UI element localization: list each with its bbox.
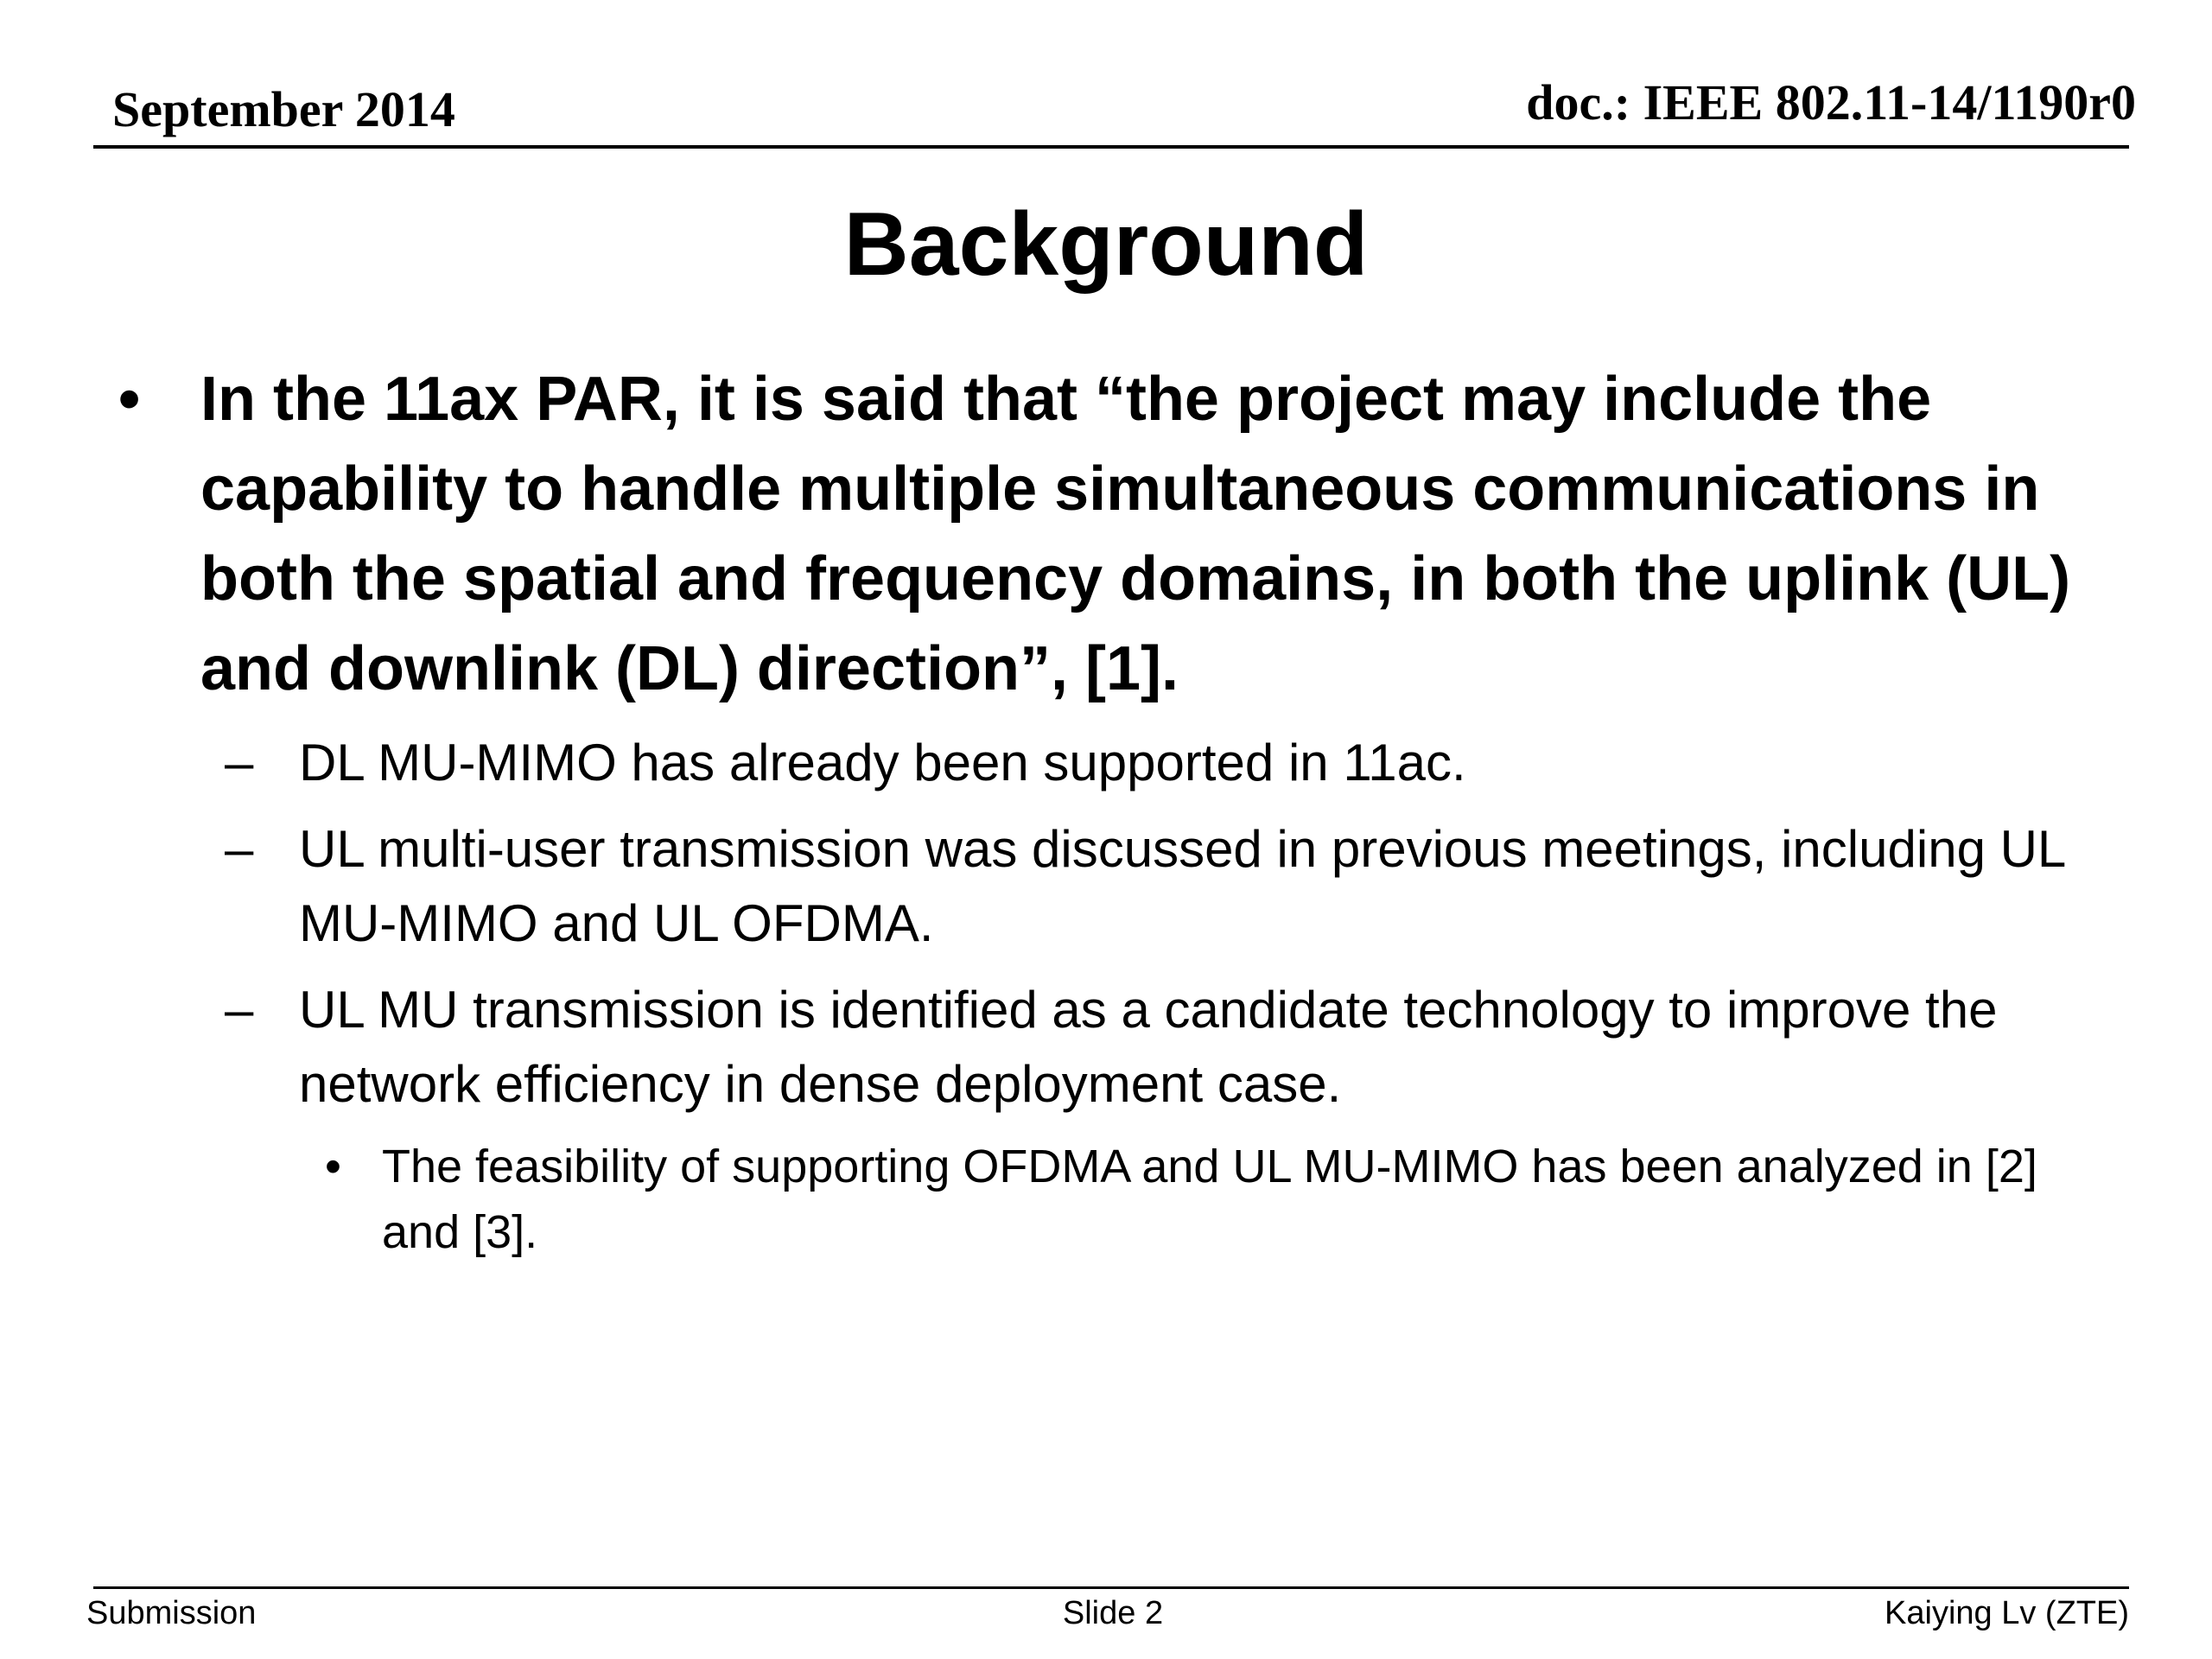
footer-rule — [93, 1586, 2129, 1589]
dash-marker: – — [225, 981, 254, 1039]
sub-bullet-text: UL multi-user transmission was discussed in previous meetings, including UL MU-MIMO and UL OFDMA. — [299, 820, 2065, 952]
bullet-main — [118, 354, 2162, 714]
bullet-marker: • — [325, 1141, 341, 1192]
sub-sub-bullet-text: The feasibility of supporting OFDMA and UL MU-MIMO has been analyzed in [2] and [3]. — [382, 1141, 2037, 1258]
slide-title: Background — [843, 194, 1369, 295]
sub-bullet-ul-mu-candidate — [225, 973, 2157, 1122]
slide-body — [0, 354, 2212, 1265]
dash-marker: – — [225, 734, 254, 791]
sub-bullet-ul-multi-user — [225, 812, 2157, 961]
bullet-marker: • — [118, 365, 141, 434]
footer-author: Kaiying Lv (ZTE) — [1885, 1595, 2129, 1631]
footer-slide-number: Slide 2 — [1062, 1595, 1164, 1631]
sub-sub-bullet-feasibility — [325, 1134, 2058, 1265]
dash-marker: – — [225, 820, 254, 878]
sub-bullet-text: DL MU-MIMO has already been supported in 11ac. — [299, 734, 1466, 791]
bullet-main-text: In the 11ax PAR, it is said that “the project may include the capability to handle multiple simultaneous communications in both the spatial and frequency domains, in both the uplink (UL) and downlink (DL) direction”, [1]. — [200, 365, 2071, 703]
header-date: September 2014 — [112, 81, 455, 137]
sub-bullet-dl-mu-mimo — [225, 726, 2157, 800]
footer-submission: Submission — [86, 1595, 257, 1631]
header-rule — [93, 145, 2129, 149]
header-doc-id: doc.: IEEE 802.11-14/1190r0 — [1526, 74, 2136, 130]
sub-bullet-text: UL MU transmission is identified as a candidate technology to improve the network efficiency in dense deployment case. — [299, 981, 1998, 1113]
